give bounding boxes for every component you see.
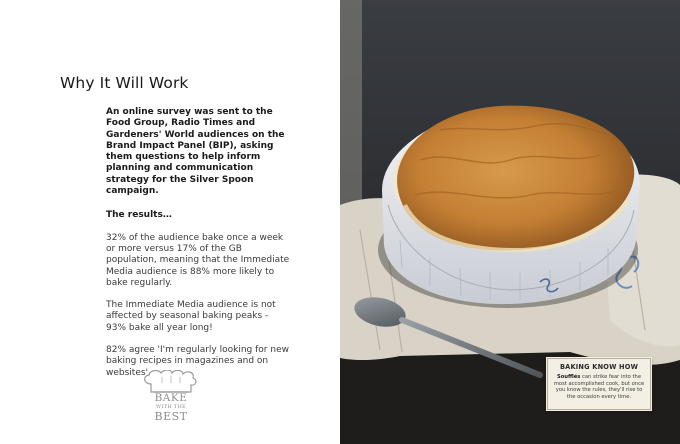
tip-box-text [552, 374, 646, 400]
tip-box-title: BAKING KNOW HOW [559, 363, 639, 371]
results-label: The results… [106, 210, 172, 221]
body-copy [106, 107, 291, 379]
baking-tip-box [547, 358, 651, 410]
logo-line-bake: BAKE [154, 392, 188, 404]
tip-box-body: can strike fear into the most accomplished cook, but once you know the rules, they'll rise to the occasion every time. [553, 374, 645, 400]
logo-line-with-the: WITH THE [155, 404, 187, 410]
bake-with-the-best-logo [138, 370, 204, 430]
stat-paragraph: 32% of the audience bake once a week or more versus 17% of the GB population, meaning that the Immediate Media audience is 88% more likely to bake regularly. [106, 232, 290, 288]
logo-line-best: BEST [154, 410, 188, 423]
chef-hat-icon [138, 370, 204, 394]
stat-paragraph: The Immediate Media audience is not affected by seasonal baking peaks - 93% bake all year long! [106, 300, 276, 333]
intro-paragraph: An online survey was sent to the Food Group, Radio Times and Gardeners' World audiences on the Brand Impact Panel (BIP), asking them questions to help inform planning and communication strategy for the Silver Spoon campaign. [106, 107, 285, 197]
page-heading: Why It Will Work [60, 74, 189, 92]
tip-box-lead: Soufflés [556, 374, 581, 380]
stat-paragraph: 82% agree 'I'm regularly looking for new baking recipes in magazines and on websites'. [106, 345, 289, 378]
